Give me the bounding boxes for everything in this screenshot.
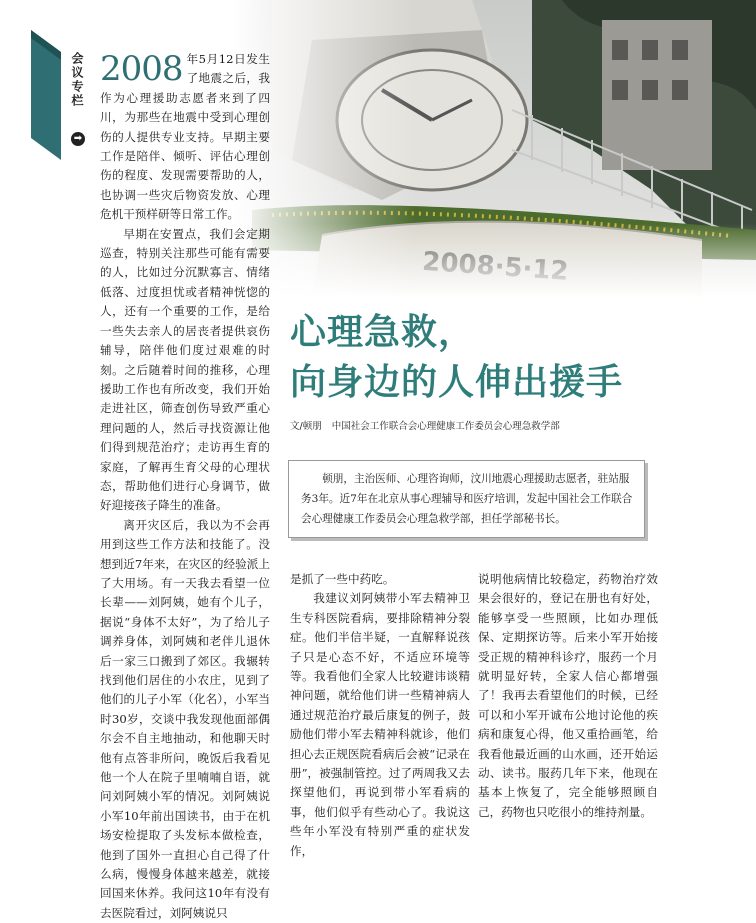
column-tag: 会议专栏 xyxy=(70,52,84,108)
article-title xyxy=(290,308,623,408)
paragraph: 年5月12日发生了地震之后，我作为心理援助志愿者来到了四川，为那些在地震中受到心理创伤的人提供专业支持。早期主要工作是陪伴、倾听、评估心理创伤的程度、发现需要帮助的人，也协调一些灾后物资发放、心理危机干预样研等日常工作。 xyxy=(100,52,270,222)
author-bio-box: 顿朋，主治医师、心理咨询师，汶川地震心理援助志愿者，驻站服务3年。近7年在北京从事心理辅导和医疗培训，发起中国社会工作联合会心理健康工作委员会心理急救学部，担任学部秘书长。 xyxy=(288,460,645,538)
author: 文/顿朋 xyxy=(290,421,322,432)
arrow-right-icon: ➡ xyxy=(71,132,85,146)
title-line-1: 心理急救， xyxy=(290,312,476,353)
article-column-2 xyxy=(290,570,470,861)
byline xyxy=(290,418,560,432)
article-column-3 xyxy=(478,570,658,822)
title-line-2: 向身边的人伸出援手 xyxy=(290,362,624,403)
paragraph: 是抓了一些中药吃。 xyxy=(290,572,395,586)
author-organization: 中国社会工作联合会心理健康工作委员会心理急救学部 xyxy=(331,421,560,432)
paragraph: 离开灾区后，我以为不会再用到这些工作方法和技能了。没想到近7年来，在灾区的经验派上了大用场。有一天我去看望一位长辈——刘阿姨，她有个儿子，据说“身体不太好”，为了给儿子调养身体，刘阿姨和老伴儿退休后一家三口搬到了郊区。我辗转找到他们居住的小农庄，见到了他们的儿子小军（化名），小军当时30岁，交谈中我发现他面部偶尔会不自主地抽动，和他聊天时他有点答非所问，晚饭后我看见他一个人在院子里喃喃自语，就问刘阿姨小军的情况。刘阿姨说小军10年前出国读书，由于在机场安检提取了头发标本做检查，他到了国外一直担心自己得了什么病，慢慢身体越来越差，就接回国来休养。我问这10年有没有去医院看过，刘阿姨说只 xyxy=(100,517,270,920)
memorial-photo xyxy=(232,0,756,298)
paragraph: 说明他病情比较稳定，药物治疗效果会很好的，登记在册也有好处，能够享受一些照顾，比如办理低保、定期探访等。后来小军开始接受正规的精神科诊疗，服药一个月就明显好转，全家人信心都增强了！我再去看望他们的时候，已经可以和小军开诚布公地讨论他的疾病和康复心得，他又重拾画笔，给我看他最近画的山水画，还开始运动、读书。服药几年下来，他现在基本上恢复了，完全能够照顾自己，药物也只吃很小的维持剂量。 xyxy=(478,572,658,819)
drop-year: 2008 xyxy=(100,49,183,89)
article-column-1 xyxy=(100,50,270,923)
paragraph: 早期在安置点，我们会定期巡查，特别关注那些可能有需要的人，比如过分沉默寡言、情绪低落、过度担忧或者精神恍惚的人，还有一个重要的工作，是给一些失去亲人的居丧者提供哀伤辅导，陪伴他们度过艰难的时刻。之后随着时间的推移，心理援助工作也有所改变，我们开始走进社区，筛查创伤导致严重心理问题的人，然后寻找资源让他们得到规范治疗；走访再生育的家庭，了解再生育父母的心理状态，帮助他们进行心身调节，做好迎接孩子降生的准备。 xyxy=(100,226,270,513)
paragraph: 我建议刘阿姨带小军去精神卫生专科医院看病，要排除精神分裂症。他们半信半疑，一直解释说孩子只是心态不好，不适应环境等等。我看他们全家人比较避讳谈精神问题，就给他们讲一些精神病人通过规范治疗最后康复的例子，鼓励他们带小军去精神科就诊，他们担心去正规医院看病后会被“记录在册”，被强制管控。过了两周我又去探望他们，再说到带小军看病的事，他们似乎有些动心了。我说这些年小军没有特别严重的症状发作， xyxy=(290,591,470,858)
